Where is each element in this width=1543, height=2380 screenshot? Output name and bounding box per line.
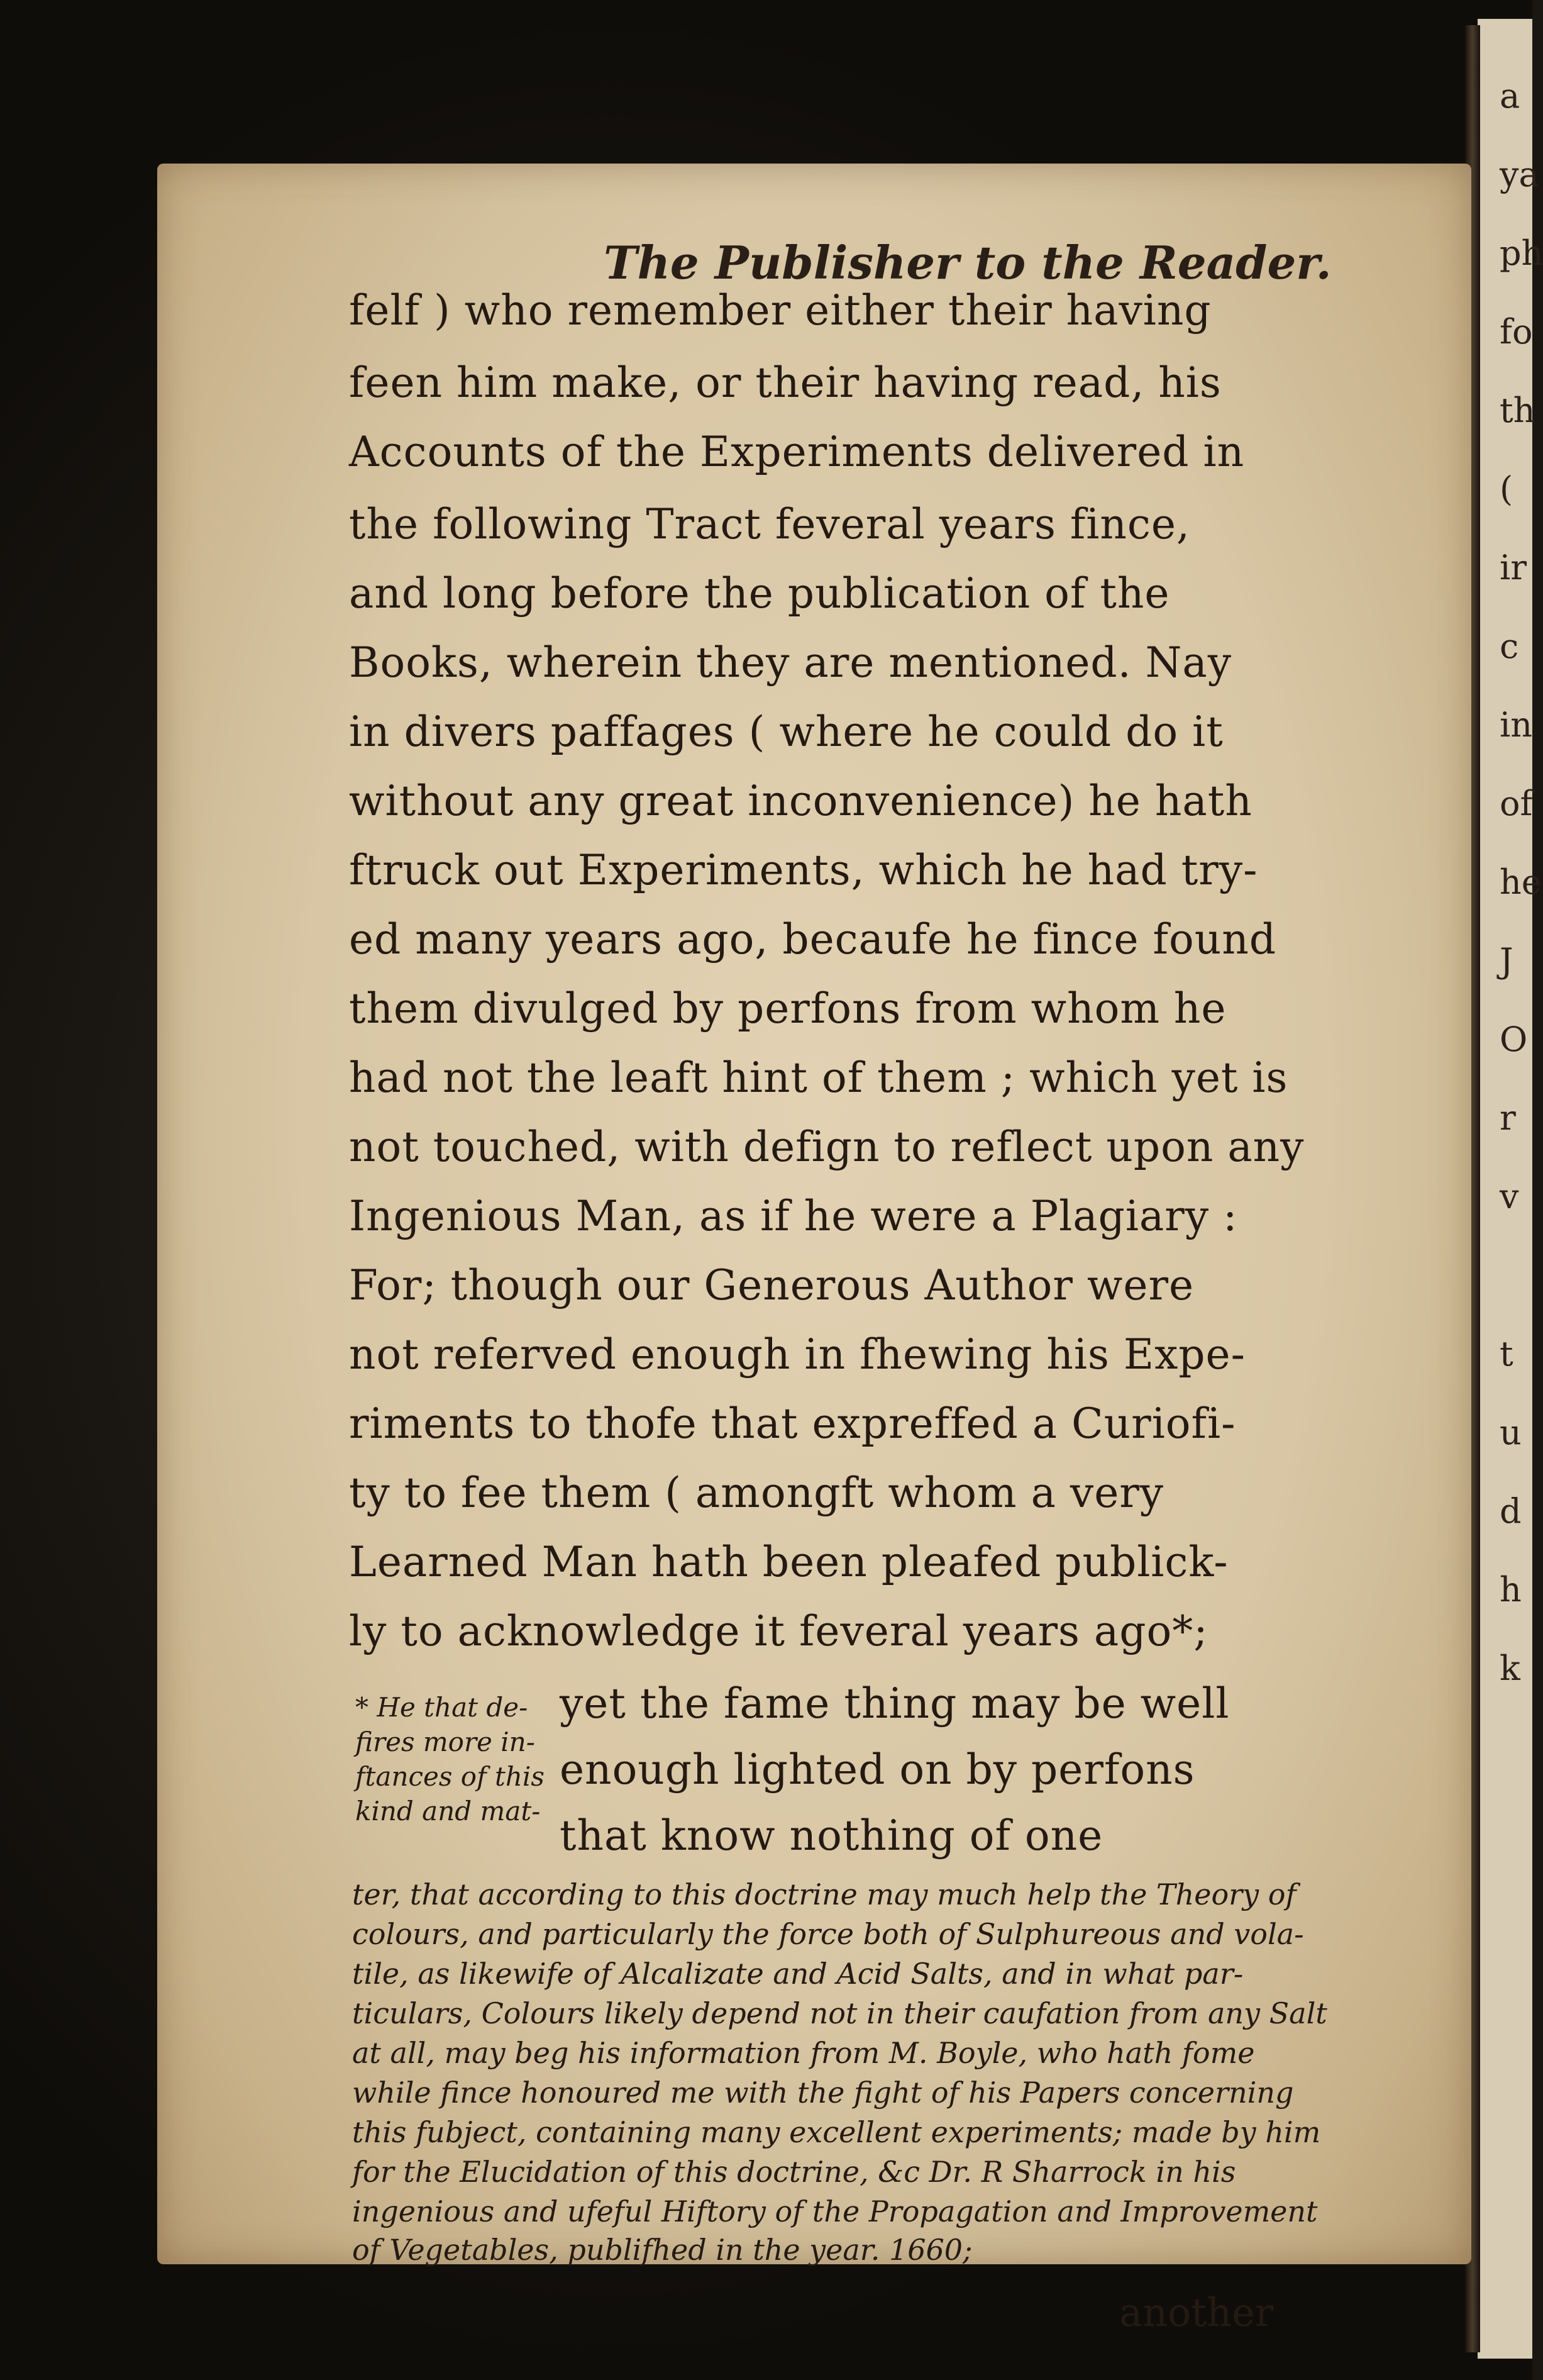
footnote-line: colours, and particularly the force both of Sulphureous and vola- [352, 1917, 1304, 1951]
body-line: enough lighted on by perfons [560, 1745, 1195, 1794]
body-line: Books, wherein they are mentioned. Nay [349, 638, 1232, 687]
footnote-line: of Vegetables, publifhed in the year. 1660; [352, 2233, 973, 2267]
body-line: that know nothing of one [560, 1811, 1103, 1860]
footnote-line: while fince honoured me with the fight of his Papers concerning [352, 2076, 1294, 2110]
body-line: felf ) who remember either their having [349, 286, 1212, 335]
body-line: Learned Man hath been pleafed publick- [349, 1538, 1229, 1586]
side-note-line: fires more in- [355, 1727, 535, 1757]
body-line: Ingenious Man, as if he were a Plagiary : [349, 1192, 1238, 1240]
body-line: without any great inconvenience) he hath [349, 777, 1253, 825]
side-note-line: ftances of this [355, 1761, 545, 1792]
footnote-line: this fubject, containing many excellent experiments; made by him [352, 2115, 1321, 2149]
body-line: the following Tract feveral years fince, [349, 500, 1190, 548]
footnote-line: for the Elucidation of this doctrine, &c Dr. R Sharrock in his [352, 2155, 1236, 2189]
body-line: For; though our Generous Author were [349, 1261, 1195, 1310]
body-line: in divers paffages ( where he could do it [349, 708, 1224, 756]
footnote-line: ter, that according to this doctrine may much help the Theory of [352, 1877, 1297, 1911]
body-line: ly to acknowledge it feveral years ago*; [349, 1607, 1208, 1655]
body-line: yet the fame thing may be well [560, 1679, 1230, 1728]
body-line: them divulged by perfons from whom he [349, 984, 1227, 1033]
body-line: not referved enough in fhewing his Expe- [349, 1330, 1246, 1379]
body-line: had not the leaft hint of them ; which yet is [349, 1054, 1288, 1102]
body-line: ftruck out Experiments, which he had try- [349, 846, 1258, 894]
footnote-line: ingenious and ufeful Hiftory of the Propagation and Improvement [352, 2194, 1318, 2228]
side-note-line: kind and mat- [355, 1796, 541, 1827]
facing-page-text: a ya ph fo th ( ir c in of he J O r v t u d h k [1500, 76, 1543, 1688]
footnote-line: at all, may beg his information from M. Boyle, who hath fome [352, 2036, 1255, 2070]
body-line: riments to thofe that expreffed a Curiofi- [349, 1399, 1236, 1448]
catchword: another [1119, 2289, 1274, 2335]
body-line: and long before the publication of the [349, 569, 1170, 618]
running-head: The Publisher to the Reader. [604, 236, 1332, 289]
side-note-line: * He that de- [355, 1692, 528, 1723]
body-line: feen him make, or their having read, his [349, 359, 1222, 407]
body-line: ed many years ago, becaufe he fince found [349, 915, 1276, 964]
footnote-line: tile, as likewife of Alcalizate and Acid Salts, and in what par- [352, 1957, 1244, 1991]
footnote-line: ticulars, Colours likely depend not in their caufation from any Salt [352, 1996, 1327, 2030]
body-line: ty to fee them ( amongft whom a very [349, 1469, 1164, 1517]
body-line: Accounts of the Experiments delivered in [349, 428, 1245, 476]
body-line: not touched, with defign to reflect upon any [349, 1123, 1305, 1171]
